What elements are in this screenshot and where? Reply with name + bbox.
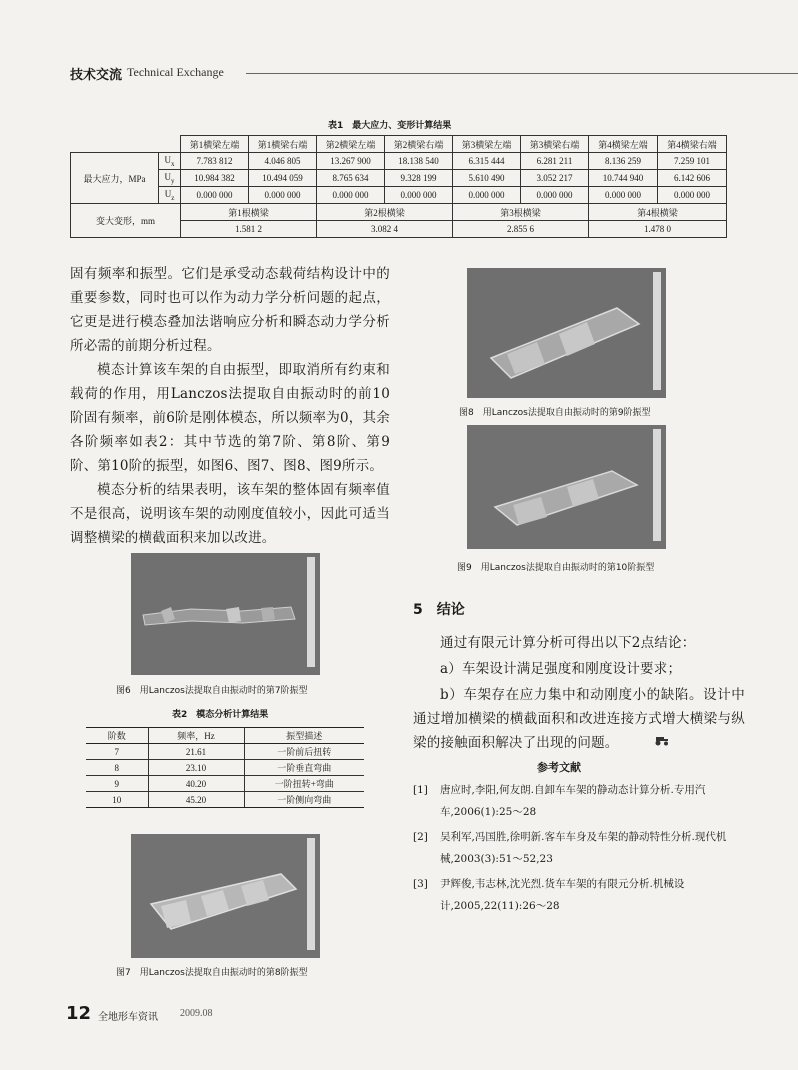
table1-cell: 0.000 000 — [317, 187, 385, 204]
table1-cell: 0.000 000 — [453, 187, 521, 204]
figure7-image — [131, 834, 320, 958]
table1-col-header: 第2横梁左端 — [317, 136, 385, 153]
table2 — [86, 727, 364, 808]
table2-cell: 一阶前后扭转 — [244, 744, 364, 760]
conclusion-item: a）车架设计满足强度和刚度设计要求； — [440, 661, 682, 677]
table1-col-header: 第4横梁左端 — [589, 136, 658, 153]
deform-value: 3.082 4 — [317, 221, 453, 238]
table2-cell: 9 — [86, 776, 148, 792]
table1-cell: 6.142 606 — [658, 170, 727, 187]
table2-caption: 表2 模态分析计算结果 — [172, 710, 269, 720]
table2-cell: 21.61 — [148, 744, 244, 760]
figure8-caption: 图8 用Lanczos法提取自由振动时的第9阶振型 — [459, 408, 651, 418]
table2-col-header: 频率，Hz — [148, 728, 244, 744]
table1-cell: 4.046 805 — [249, 153, 317, 170]
table2-cell: 10 — [86, 792, 148, 808]
page-number: 12 — [66, 1003, 92, 1024]
section-title-en: Technical Exchange — [127, 65, 224, 79]
table1-cell: 10.984 382 — [181, 170, 249, 187]
table2-cell: 一阶扭转+弯曲 — [244, 776, 364, 792]
deform-header: 第3根横梁 — [453, 204, 589, 221]
issue-date: 2009.08 — [180, 1008, 213, 1019]
table1-cell: 6.281 211 — [521, 153, 589, 170]
table1-header-row — [71, 136, 727, 153]
table2-col-header: 振型描述 — [244, 728, 364, 744]
deform-label: 变大变形，mm — [71, 204, 181, 238]
table1-cell: 7.259 101 — [658, 153, 727, 170]
table1-col-header: 第1横梁右端 — [249, 136, 317, 153]
table2-cell: 8 — [86, 760, 148, 776]
table1 — [70, 135, 727, 238]
table1-cell: 9.328 199 — [385, 170, 453, 187]
conclusion-item: b）车架存在应力集中和动刚度小的缺陷。设计中通过增加横梁的横截面积和改进连接方式增大横梁与纵梁的接触面积解决了出现的问题。 — [413, 687, 745, 751]
table1-col-header: 第3横梁左端 — [453, 136, 521, 153]
stress-label: 最大应力，MPa — [71, 153, 159, 204]
table2-cell: 一阶垂直弯曲 — [244, 760, 364, 776]
reference-text: 尹辉俊,韦志林,沈光烈.货车车架的有限元分析.机械设计,2005,22(11):26～28 — [440, 878, 685, 912]
body-paragraph: 模态计算该车架的自由振型，即取消所有约束和载荷的作用，用Lanczos法提取自由振动时的前10阶固有频率，前6阶是刚体模态，所以频率为0，其余各阶频率如表2：其中节选的第7阶、第8阶、第9阶、第10阶的振型，如图6、图7、图8、图9所示。 — [70, 362, 390, 474]
deform-value: 1.581 2 — [181, 221, 317, 238]
reference-number: [1] — [413, 784, 428, 796]
table2-cell: 23.10 — [148, 760, 244, 776]
table1-cell: 8.136 259 — [589, 153, 658, 170]
table1-cell: 0.000 000 — [385, 187, 453, 204]
section-title: 技术交流 — [70, 68, 123, 83]
table2-row — [86, 744, 364, 760]
table1-cell: 0.000 000 — [249, 187, 317, 204]
reference-text: 吴利军,冯国胜,徐明新.客车车身及车架的静动特性分析.现代机械,2003(3):51～52,23 — [440, 831, 727, 865]
table1-col-header: 第4横梁右端 — [658, 136, 727, 153]
reference-text: 唐应时,李阳,何友朗.自卸车车架的静动态计算分析.专用汽车,2006(1):25～28 — [440, 784, 706, 818]
table2-cell: 45.20 — [148, 792, 244, 808]
table1-cell: 0.000 000 — [589, 187, 658, 204]
reference-item — [413, 873, 745, 917]
table1-cell: 3.052 217 — [521, 170, 589, 187]
references-heading: 参考文献 — [537, 761, 581, 774]
table2-row — [86, 760, 364, 776]
symbol-cell: $U_x$ — [159, 153, 181, 170]
page-header — [60, 64, 798, 84]
table1-cell: 8.765 634 — [317, 170, 385, 187]
table1-cell: 0.000 000 — [521, 187, 589, 204]
figure9-image — [467, 425, 666, 549]
figure6-image — [131, 553, 320, 675]
figure6-caption: 图6 用Lanczos法提取自由振动时的第7阶振型 — [116, 686, 308, 696]
table1-cell: 18.138 540 — [385, 153, 453, 170]
body-paragraph: 固有频率和振型。它们是承受动态载荷结构设计中的重要参数，同时也可以作为动力学分析问题的起点，它更是进行模态叠加法谐响应分析和瞬态动力学分析所必需的前期分析过程。 — [70, 266, 390, 354]
table1-row-uz — [71, 187, 727, 204]
table2-row — [86, 776, 364, 792]
figure8-image — [467, 268, 666, 398]
table1-caption: 表1 最大应力、变形计算结果 — [328, 121, 452, 131]
table2-cell: 一阶侧向弯曲 — [244, 792, 364, 808]
deform-header: 第4根横梁 — [589, 204, 727, 221]
table2-cell: 7 — [86, 744, 148, 760]
table2-header-row — [86, 728, 364, 744]
header-rule — [246, 73, 798, 74]
table1-cell: 13.267 900 — [317, 153, 385, 170]
table2-row — [86, 792, 364, 808]
figure9-caption: 图9 用Lanczos法提取自由振动时的第10阶振型 — [457, 563, 655, 573]
table1-col-header: 第3横梁右端 — [521, 136, 589, 153]
deform-value: 2.855 6 — [453, 221, 589, 238]
table1-row-ux — [71, 153, 727, 170]
table1-cell: 6.315 444 — [453, 153, 521, 170]
reference-item — [413, 826, 745, 870]
journal-name: 全地形车资讯 — [98, 1012, 158, 1023]
figure7-caption: 图7 用Lanczos法提取自由振动时的第8阶振型 — [116, 968, 308, 978]
deform-header: 第1根横梁 — [181, 204, 317, 221]
table1-cell: 5.610 490 — [453, 170, 521, 187]
symbol-cell: $U_z$ — [159, 187, 181, 204]
deform-header: 第2根横梁 — [317, 204, 453, 221]
page: 技术交流 Technical Exchange ⠀ 表1 最大应力、变形计算结果 第1横梁左端 第1横梁右端 第2横梁左端 第2横梁右端 第3横梁左端 第3横梁右端 第4横梁左端 第4横梁右端 最大应力，MPa $U_x$ 7.783 812 4.046 805 13.267 900 18.138 540 6.315 444 6.281 211 8.136 259 7.259 101 $U_y$ 10.984 382 10.494 059 8.765 634 9.328 199 5.610 490 3.052 217 10.744 940 6.142 606 $U_z$ 0.000 000 0.000 000 0.000 000 0.000 000 0.000 000 0.000 000 0.000 000 0.000 000 变大变形，mm 第1根横梁 第2根横梁 第3根横梁 第4根横梁 1.581 2 3.082 4 2.855 6 1.478 0 固有频率和振型。它们是承受动态载荷结构设计中的重要参数，同时也可以作为动力学分析问题的起点，它更是进行模态叠加法谐响应分析和瞬态动力学分析所必需的前期分析过程。 模态计算该车架的自由振型，即取消所有约束和载荷的作用，用Lanczos法提取自由振动时的前10阶固有频率，前6阶是刚体模态，所以频率为0，其余各阶频率如表2：其中节选的第7阶、第8阶、第9阶、第10阶的振型，如图6、图7、图8、图9所示。 模态分析的结果表明，该车架的整体固有频率值不是很高，说明该车架的动刚度值较小，因此可适当调整横梁的横截面积来加以改进。 图6 用Lanczos法提取自由振动时的第7阶振型 表2 模态分析计算结果 阶数 频率，Hz 振型描述 7 21.61 一阶前后扭转 8 23.10 一阶垂直弯曲 9 40.20 一阶扭转+弯曲 10 45.20 一阶侧向弯曲 图7 用Lanczos法提取自由振动时的第8阶振型 图8 用Lanczos法提取自由振动时的第9阶振型 图9 用Lanczos法提取自由振动时的第10阶振型 5 结论 通过有限元计算分析可得出以下2点结论： a）车架设计满足强度和刚度设计要求； b）车架存在应力集中和动刚度小的缺陷。设计中通过增加横梁的横截面积和改进连接方式增大横梁与纵梁的接触面积解决了出现的问题。 参考文献 [1] 唐应时,李阳,何友朗.自卸车车架的静动态计算分析.专用汽车,2006(1):25～28 [2] 吴利军,冯国胜,徐明新.客车车身及车架的静动特性分析.现代机械,2003(3):51～52,23 [3] 尹辉俊,韦志林,沈光烈.货车车架的有限元分析.机械设计,2005,22(11):26～28 12 全地形车资讯 2009.08 — [0, 0, 798, 1070]
reference-number: [2] — [413, 831, 428, 843]
tractor-icon — [654, 736, 670, 746]
table2-col-header: 阶数 — [86, 728, 148, 744]
table2-cell: 40.20 — [148, 776, 244, 792]
table1-row-uy — [71, 170, 727, 187]
table1-col-header: 第2横梁右端 — [385, 136, 453, 153]
symbol-cell: $U_y$ — [159, 170, 181, 187]
deform-value: 1.478 0 — [589, 221, 727, 238]
reference-number: [3] — [413, 878, 428, 890]
table1-cell: 7.783 812 — [181, 153, 249, 170]
section-heading: 5 结论 — [413, 602, 465, 618]
table1-col-header: 第1横梁左端 — [181, 136, 249, 153]
table1-cell: 10.744 940 — [589, 170, 658, 187]
body-paragraph: 模态分析的结果表明，该车架的整体固有频率值不是很高，说明该车架的动刚度值较小，因此可适当调整横梁的横截面积来加以改进。 — [70, 482, 390, 546]
table1-deform-header-row — [71, 204, 727, 221]
reference-item — [413, 779, 745, 823]
table1-cell: 0.000 000 — [181, 187, 249, 204]
table1-cell: 10.494 059 — [249, 170, 317, 187]
conclusion-intro: 通过有限元计算分析可得出以下2点结论： — [440, 635, 696, 651]
table1-cell: 0.000 000 — [658, 187, 727, 204]
